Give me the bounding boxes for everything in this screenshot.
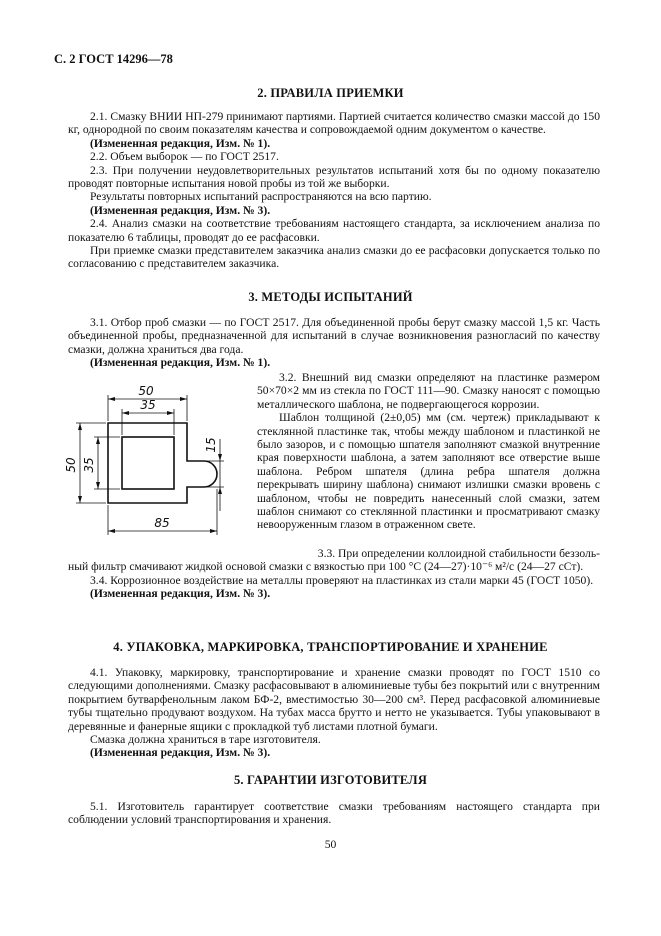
dim-top-outer: 50 — [138, 384, 154, 398]
section-2-body — [68, 110, 600, 271]
section-3-intro — [68, 316, 600, 370]
paragraph-3-2-b: Шаблон толщиной (2±0,05) мм (см. чертеж) прикладывают к стеклянной пластинке так, чтобы между шаблоном и пластинкой не было зазоров, и с помощью шпателя заполняют смазкой внутренние края поверхности шаблона, а затем заполняют все отверстие выше шаблона. Ребром шпателя (длина ребра шпателя должна перекрывать ширину шаблона) снимают излишки смазки вровень с шаблоном, чтобы не повредить нанесенный слой смазки, затем шаблон снимают со стеклянной пластинки и просматривают смазку невооруженным глазом в отраженном свете. — [257, 411, 600, 532]
paragraph-2-4: 2.4. Анализ смазки на соответствие требованиям настоящего стандарта, за исключением анализа по показателю 6 таблицы, проводят до ее расфасовки. — [68, 217, 600, 244]
paragraph-3-3-b: ный фильтр смачивают жидкой основой смазки с вязкостью при 100 °С (24—27)·10⁻⁶ м²/с (24—27 сСт). — [68, 560, 584, 574]
paragraph-4-1-b: Смазка должна храниться в таре изготовителя. — [90, 733, 321, 747]
page-header: С. 2 ГОСТ 14296—78 — [54, 52, 173, 66]
section-5-title: 5. ГАРАНТИИ ИЗГОТОВИТЕЛЯ — [233, 773, 428, 787]
template-drawing — [62, 377, 262, 547]
edition-note: (Измененная редакция, Изм. № 3). — [90, 587, 271, 601]
page-number: 50 — [324, 838, 337, 851]
paragraph-5-1: 5.1. Изготовитель гарантирует соответствие смазки требованиям настоящего стандарта при соблюдении условий транспортирования и хранения. — [68, 800, 600, 827]
dim-left-outer: 50 — [64, 457, 78, 473]
paragraph-3-1: 3.1. Отбор проб смазки — по ГОСТ 2517. Для объединенной пробы берут смазку массой 1,5 кг. Часть объединенной пробы, предназначенной для испытаний в случае возникновения разногласий по качеству смазки, должна храниться два года. — [68, 316, 600, 356]
section-3-title: 3. МЕТОДЫ ИСПЫТАНИЙ — [248, 290, 413, 304]
paragraph-3-2: 3.2. Внешний вид смазки определяют на пластинке размером 50×70×2 мм из стекла по ГОСТ 111—90. Смазку наносят с помощью металлического шаблона, не подвергающегося коррозии. — [257, 371, 600, 411]
paragraph-2-3-b: Результаты повторных испытаний распространяются на всю партию. — [90, 190, 432, 204]
section-4-title: 4. УПАКОВКА, МАРКИРОВКА, ТРАНСПОРТИРОВАНИЕ И ХРАНЕНИЕ — [113, 640, 548, 654]
paragraph-2-2: 2.2. Объем выборок — по ГОСТ 2517. — [90, 150, 279, 164]
paragraph-3-4: 3.4. Коррозионное воздействие на металлы проверяют на пластинках из стали марки 45 (ГОСТ 1050). — [90, 573, 594, 587]
dim-top-inner: 35 — [140, 398, 156, 412]
paragraph-2-1: 2.1. Смазку ВНИИ НП-279 принимают партиями. Партией считается количество смазки массой до 150 кг, однородной по своим показателям качества и сопровождаемой одним документом о качестве. — [68, 110, 600, 137]
paragraph-3-3-a: 3.3. При определении коллоидной стабильности беззоль- — [317, 547, 600, 560]
edition-note: (Измененная редакция, Изм. № 3). — [90, 203, 271, 217]
section-2-title: 2. ПРАВИЛА ПРИЕМКИ — [257, 86, 404, 100]
section-3-side-text — [257, 371, 600, 532]
paragraph-2-3: 2.3. При получении неудовлетворительных результатов испытаний хотя бы по одному показателю проводят повторные испытания новой пробы из той же выборки. — [68, 163, 600, 191]
dim-right: 15 — [204, 437, 218, 453]
dim-left-inner: 35 — [82, 457, 96, 473]
paragraph-4-1: 4.1. Упаковку, маркировку, транспортирование и хранение смазки проводят по ГОСТ 1510 со следующими дополнениями. Смазку расфасовывают в алюминиевые тубы без покрытий или с внутренним покрытием бутварфенольным лаком БФ-2, вместимостью 30—200 см³. Перед расфасовкой алюминиевые тубы тщательно продувают воздухом. На тубах масса брутто и нетто не указывается. Тубы упаковывают в деревянные и фанерные ящики с прокладкой туб листами плотной бумаги. — [68, 666, 600, 733]
edition-note: (Измененная редакция, Изм. № 1). — [90, 136, 271, 150]
edition-note: (Измененная редакция, Изм. № 3). — [90, 746, 271, 760]
edition-note: (Измененная редакция, Изм. № 1). — [90, 356, 271, 370]
section-3-tail — [68, 547, 600, 601]
paragraph-2-4-b: При приемке смазки представителем заказчика анализ смазки до ее расфасовки допускается только по согласованию с представителем заказчика. — [68, 244, 600, 271]
dim-bottom: 85 — [154, 516, 170, 530]
section-5-body — [68, 800, 600, 827]
section-4-body — [68, 666, 600, 760]
